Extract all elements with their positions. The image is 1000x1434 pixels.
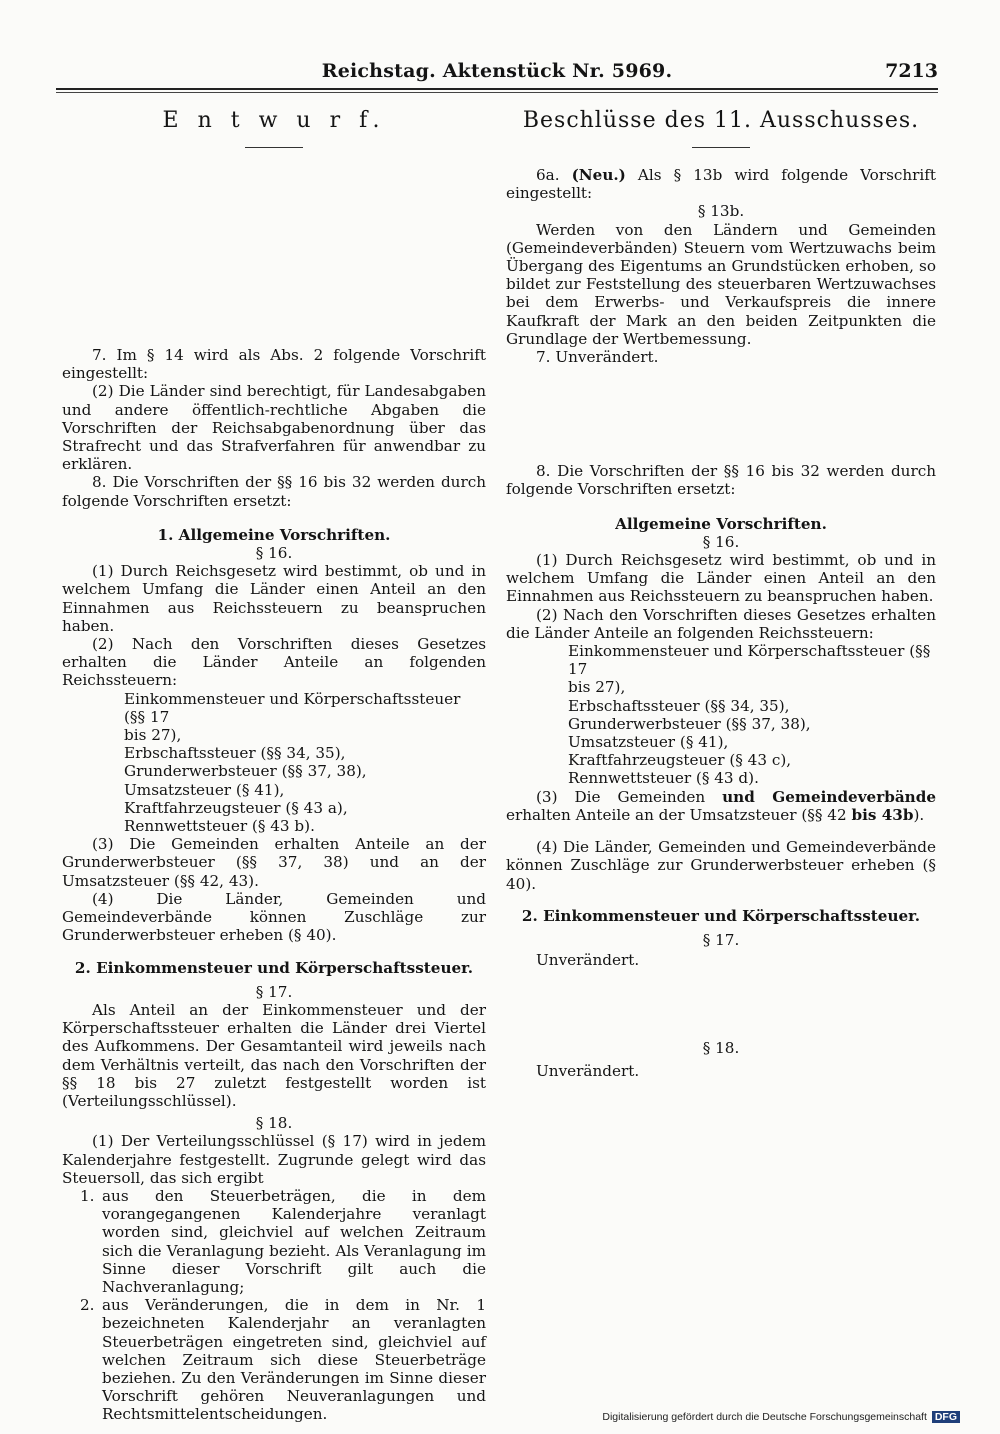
item-number: 2. (80, 1296, 95, 1315)
list-item: bis 27), (124, 726, 182, 745)
list-item: Grunderwerbsteuer (§§ 37, 38), (124, 762, 367, 781)
tax-list (62, 690, 486, 836)
section-18-text: Unverändert. (536, 1061, 640, 1080)
list-item: Umsatzsteuer (§ 41), (568, 733, 729, 752)
heading-general-provisions: 1. Allgemeine Vorschriften. (157, 525, 391, 544)
paragraph-8: 8. Die Vorschriften der §§ 16 bis 32 werden durch folgende Vorschriften ersetzt: (506, 462, 936, 499)
list-item: bis 27), (568, 678, 626, 697)
section-18-label: § 18. (255, 1114, 293, 1133)
digitization-credit (602, 1411, 960, 1423)
section-16-para-4: (4) Die Länder, Gemeinden und Gemeindeverbände können Zuschläge zur Grunderwerbsteuer erheben (§ 40). (506, 838, 936, 893)
list-item (62, 1187, 486, 1296)
section-13b-text: Werden von den Ländern und Gemeinden (Gemeindeverbänden) Steuern vom Wertzuwachs beim Übergang des Eigentums an Grundstücken erhoben, so bildet zur Feststellung des steuerbaren Wertzuwachses bei dem Erwerbs- und Verkaufspreis die innere Kaufkraft der Mark an den beiden Zeitpunkten die Grundlage der Wertbemessung. (506, 220, 936, 348)
list-item: Umsatzsteuer (§ 41), (124, 780, 285, 799)
section-18-para-1: (1) Der Verteilungsschlüssel (§ 17) wird in jedem Kalenderjahre festgestellt. Zugrunde gelegt wird das Steuersoll, das sich ergibt (62, 1132, 486, 1187)
section-16-para-1: (1) Durch Reichsgesetz wird bestimmt, ob und in welchem Umfang die Länder einen Anteil an den Einnahmen aus Reichssteuern zu beanspruchen haben. (62, 562, 486, 635)
section-17-label: § 17. (255, 982, 293, 1001)
section-16-label: § 16. (255, 544, 293, 563)
list-item: Erbschaftssteuer (§§ 34, 35), (568, 696, 790, 715)
section-16-para-2: (2) Nach den Vorschriften dieses Gesetzes erhalten die Länder Anteile an folgenden Reichssteuern: (506, 605, 936, 642)
list-item (62, 1296, 486, 1423)
header-rule (56, 88, 938, 90)
section-17-text: Als Anteil an der Einkommensteuer und der Körperschaftssteuer erhalten die Länder drei Viertel des Aufkommens. Der Gesamtanteil wird jeweils nach dem Verhältnis verteilt, das nach den Vorschriften der §§ 18 bis 27 zuletzt festgestellt worden ist (Verteilungsschlüssel). (62, 1000, 486, 1110)
section-16-para-3: (3) Die Gemeinden erhalten Anteile an der Grunderwerbsteuer (§§ 37, 38) und an der Umsatzsteuer (§§ 42, 43). (62, 835, 486, 890)
right-column-title: Beschlüsse des 11. Ausschusses. (522, 108, 920, 133)
section-16-para-3 (506, 788, 936, 824)
dfg-logo: DFG (932, 1411, 960, 1423)
list-item: Grunderwerbsteuer (§§ 37, 38), (568, 714, 811, 733)
text-part: (3) Die Gemeinden (536, 787, 706, 806)
paragraph-number: 6a. (536, 166, 560, 184)
item-number: 1. (80, 1186, 95, 1205)
list-item: Erbschaftssteuer (§§ 34, 35), (124, 744, 346, 763)
section-17-text: Unverändert. (536, 951, 640, 970)
section-18-label: § 18. (702, 1039, 740, 1058)
section-16-para-4: (4) Die Länder, Gemeinden und Gemeindeverbände können Zuschläge zur Grunderwerbsteuer erheben (§ 40). (62, 889, 486, 945)
page-number: 7213 (885, 60, 938, 82)
tax-list (506, 642, 936, 788)
list-item: Rennwettsteuer (§ 43 b). (124, 817, 315, 836)
left-column-title: E n t w u r f. (162, 108, 386, 133)
list-item: Kraftfahrzeugsteuer (§ 43 a), (124, 798, 348, 817)
section-13b-label: § 13b. (697, 202, 745, 221)
section-16-label: § 16. (702, 532, 740, 551)
heading-income-tax: 2. Einkommensteuer und Körperschaftssteuer. (521, 906, 921, 925)
numbered-list (62, 1187, 486, 1424)
new-marker: (Neu.) (571, 166, 626, 184)
page-header (56, 60, 938, 84)
left-column-draft (62, 100, 486, 1424)
list-item: Einkommensteuer und Körperschaftssteuer (§§ 17 (568, 642, 931, 679)
text-part: ). (913, 805, 925, 824)
list-item: Rennwettsteuer (§ 43 d). (568, 769, 759, 788)
paragraph-7: 7. Im § 14 wird als Abs. 2 folgende Vorschrift eingestellt: (62, 346, 486, 383)
item-text: aus den Steuerbeträgen, die in dem vorangegangenen Kalenderjahre veranlagt worden sind, gleichviel auf welchen Zeitraum sich die Veranlagung bezieht. Als Veranlagung im Sinne dieser Vorschrift gilt auch die Nachveranlagung; (102, 1186, 486, 1296)
list-item: Kraftfahrzeugsteuer (§ 43 c), (568, 751, 792, 770)
added-text: und Gemeindeverbände (722, 787, 936, 806)
section-16-para-1: (1) Durch Reichsgesetz wird bestimmt, ob und in welchem Umfang die Länder einen Anteil an den Einnahmen aus Reichssteuern zu beanspruchen haben. (506, 551, 936, 606)
heading-income-tax: 2. Einkommensteuer und Körperschaftssteuer. (74, 958, 474, 977)
added-text: bis 43b (851, 805, 914, 824)
paragraph-6a (506, 166, 936, 202)
credit-text: Digitalisierung gefördert durch die Deutsche Forschungsgemeinschaft (602, 1411, 927, 1423)
running-title: Reichstag. Aktenstück Nr. 5969. (321, 60, 673, 82)
paragraph-7: 7. Unverändert. (536, 348, 659, 367)
header-rule-thin (56, 92, 938, 93)
paragraph-text: Als § 13b wird folgende Vorschrift eingestellt: (506, 166, 937, 203)
section-16-para-2: (2) Nach den Vorschriften dieses Gesetzes erhalten die Länder Anteile an folgenden Reichssteuern: (62, 635, 486, 690)
text-part: erhalten Anteile an der Umsatzsteuer (§§ 42 (506, 805, 847, 824)
heading-general-provisions: Allgemeine Vorschriften. (615, 514, 827, 533)
paragraph-8: 8. Die Vorschriften der §§ 16 bis 32 werden durch folgende Vorschriften ersetzt: (62, 473, 486, 510)
right-column-committee (506, 100, 936, 1080)
paragraph-7-2: (2) Die Länder sind berechtigt, für Landesabgaben und andere öffentlich-rechtliche Abgaben die Vorschriften der Reichsabgabenordnung über das Strafrecht und das Strafverfahren für anwendbar zu erklären. (62, 382, 486, 474)
item-text: aus Veränderungen, die in dem in Nr. 1 bezeichneten Kalenderjahr an veranlagten Steuerbeträgen eingetreten sind, gleichviel auf welchen Zeitraum sich diese Steuerbeträge beziehen. Zu den Veränderungen im Sinne dieser Vorschrift gehören Neuveranlagungen und Rechtsmittelentscheidungen. (102, 1296, 486, 1424)
list-item: Einkommensteuer und Körperschaftssteuer (§§ 17 (124, 689, 461, 726)
section-17-label: § 17. (702, 930, 740, 949)
